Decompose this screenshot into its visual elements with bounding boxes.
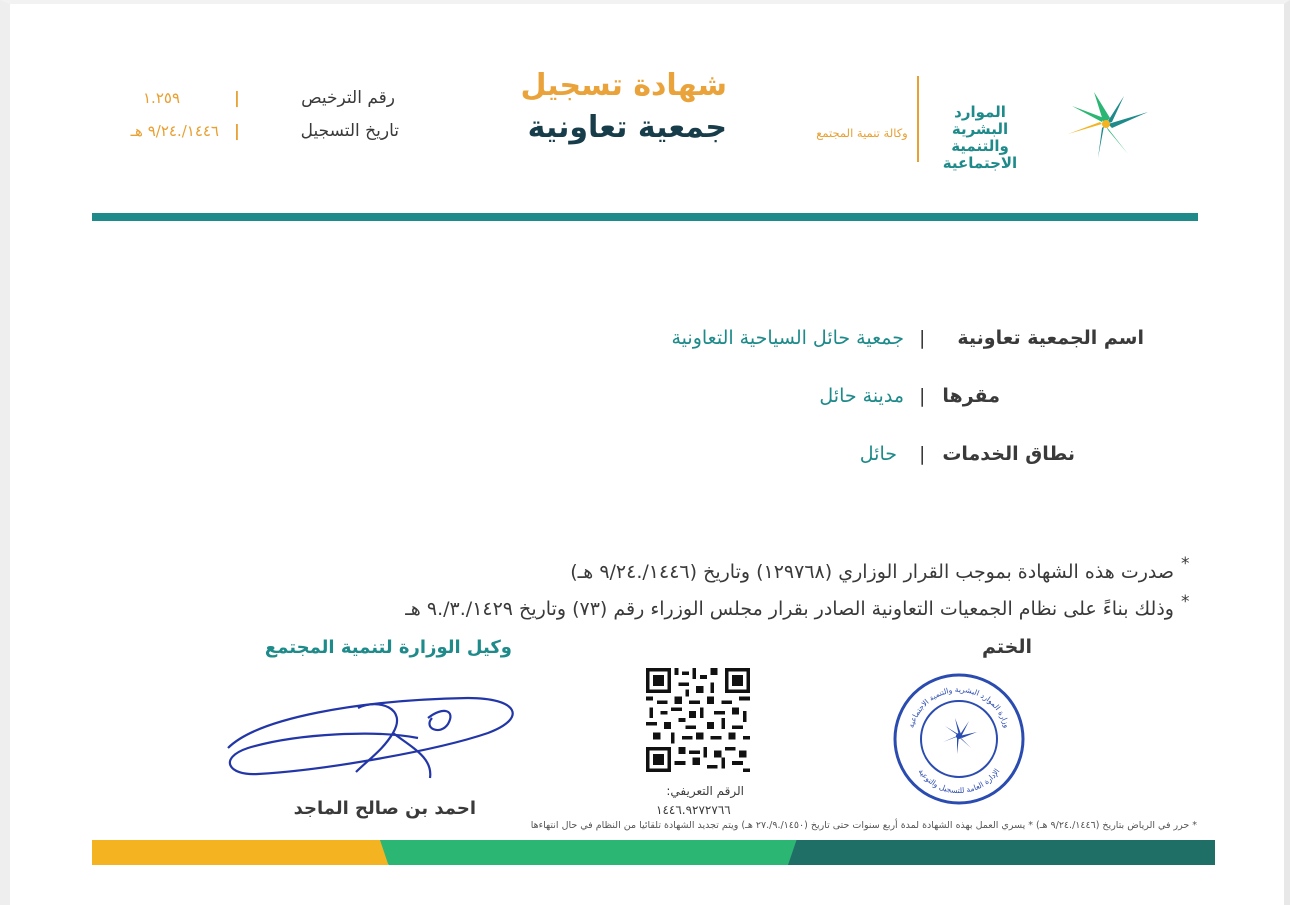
field-association-name-value: جمعية حائل السياحية التعاونية (671, 327, 904, 349)
registration-date-label: تاريخ التسجيل (300, 121, 399, 141)
ministry-name-line1: الموارد البشرية (951, 103, 1009, 138)
regulation-note: وذلك بناءً على نظام الجمعيات التعاونية الصادر بقرار مجلس الوزراء رقم (٧٣) وتاريخ ١٤٢٩/.٣/.٩ هـ (405, 598, 1174, 620)
field-service-scope-value: حائل (859, 443, 897, 465)
ministry-name-line2: والتنمية الاجتماعية (942, 137, 1018, 172)
certificate-title: شهادة تسجيل (520, 68, 727, 103)
license-number-label: رقم الترخيص (301, 88, 395, 108)
field-service-scope-label: نطاق الخدمات (942, 443, 1075, 465)
certificate-subtitle: جمعية تعاونية (527, 110, 727, 145)
svg-text:الإدارة العامة للتسجيل والتوعي (917, 767, 1002, 795)
license-number-separator: | (234, 88, 240, 107)
identifier-label: الرقم التعريفي: (666, 784, 744, 798)
ministry-name (930, 104, 1030, 172)
seal-label: الختم (982, 636, 1032, 658)
note-marker: * (1181, 592, 1190, 612)
footer-bar-yellow (92, 840, 388, 865)
field-service-scope-separator: | (919, 443, 926, 465)
license-number-value: ١.٢٥٩ (143, 89, 180, 107)
registration-date-value: ١٤٤٦/.٩/٢٤ هـ (130, 122, 219, 140)
footer-bar-green (380, 840, 802, 865)
field-association-name-separator: | (919, 327, 926, 349)
signer-name: احمد بن صالح الماجد (293, 798, 476, 819)
field-headquarters-separator: | (919, 385, 926, 407)
registration-date-separator: | (234, 121, 240, 140)
field-headquarters-value: مدينة حائل (819, 385, 904, 407)
deputy-title: وكيل الوزارة لتنمية المجتمع (264, 637, 512, 658)
header-rule (92, 213, 1198, 221)
field-headquarters-label: مقرها (942, 385, 1000, 407)
signature-image (218, 688, 524, 788)
identifier-value: ١٤٤٦.٩٢٧٢٧٦٦ (656, 803, 731, 817)
ministry-logo-icon (1062, 88, 1152, 160)
agency-name: وكالة تنمية المجتمع (816, 126, 908, 140)
footnote: * حرر في الرياض بتاريخ (١٤٤٦/.٩/٢٤ هـ) * يسري العمل بهذه الشهادة لمدة أربع سنوات حتى تاريخ (١٤٥٠/.٩/.٢٧ هـ) ويتم تجديد الشهادة تلقائيا من النظام في حال انتهاءها (530, 820, 1197, 831)
note-marker: * (1181, 554, 1190, 574)
official-seal-icon (892, 672, 1026, 806)
seal-ring-text-bottom: الإدارة العامة للتسجيل والتوعية (916, 766, 1002, 796)
field-association-name-label: اسم الجمعية تعاونية (957, 327, 1144, 349)
qr-code-icon (646, 668, 750, 772)
header-divider (917, 76, 919, 162)
svg-text:وزارة الموارد البشرية والتنمية (906, 685, 1011, 729)
decree-note: صدرت هذه الشهادة بموجب القرار الوزاري (١٢٩٧٦٨) وتاريخ (١٤٤٦/.٩/٢٤ هـ) (570, 561, 1174, 583)
footer-bar-teal (788, 840, 1215, 865)
seal-ring-text-top: وزارة الموارد البشرية والتنمية الاجتماعية (906, 684, 1012, 729)
